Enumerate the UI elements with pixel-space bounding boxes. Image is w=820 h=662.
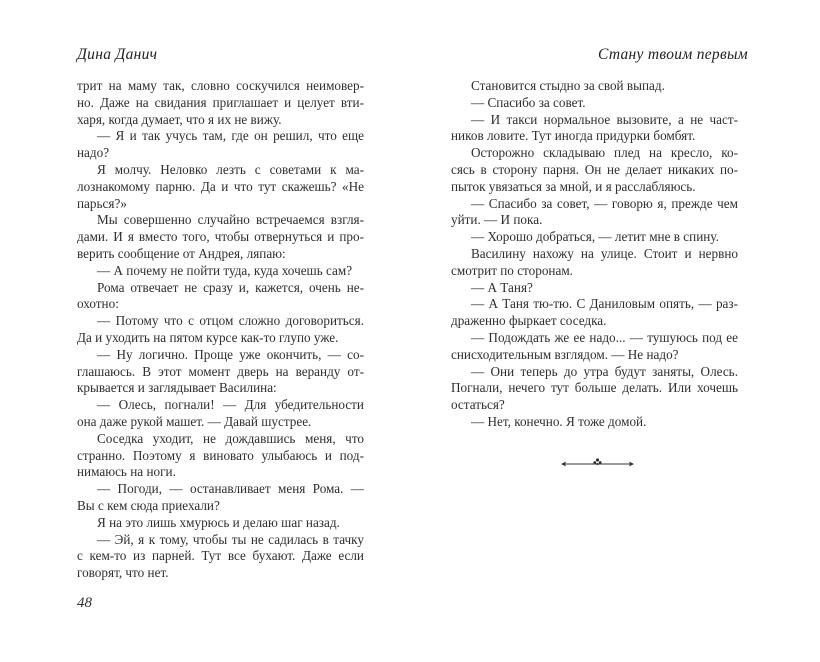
paragraph	[77, 515, 364, 532]
text-line: глашаюсь. В этот момент дверь на веранду от-	[77, 363, 364, 379]
text-line: трит на маму так, словно соскучился неимовер-	[77, 78, 364, 93]
text-line: — Я и так учусь там, где он решил, что еще	[97, 128, 364, 144]
text-line: — Погоди, — останавливает меня Рома. —	[97, 481, 364, 497]
text-line: уйти. — И пока.	[451, 212, 543, 228]
text-line: верить сообщение от Андрея, ляпаю:	[77, 245, 286, 261]
paragraph	[451, 112, 738, 146]
text-line: Я молчу. Неловко лезть с советами к ма-	[97, 161, 364, 177]
paragraph	[77, 397, 364, 431]
body-text	[451, 78, 738, 431]
paragraph	[451, 280, 738, 297]
running-head-author: Дина Данич	[77, 46, 158, 63]
text-line: смотрит по сторонам.	[451, 262, 573, 278]
text-line: — А почему не пойти туда, куда хочешь сам?	[97, 262, 353, 278]
text-line: Я на это лишь хмурюсь и делаю шаг назад.	[97, 514, 340, 530]
text-line: — Ну логично. Проще уже окончить, — со-	[97, 346, 364, 362]
running-head-title: Стану твоим первым	[597, 46, 748, 63]
paragraph	[77, 280, 364, 314]
paragraph	[451, 196, 738, 230]
text-line: Мы совершенно случайно встречаемся взгля-	[97, 212, 364, 228]
paragraph	[451, 330, 738, 364]
right-page	[410, 0, 820, 662]
paragraph	[451, 229, 738, 246]
paragraph	[451, 414, 738, 431]
text-line: — И такси нормальное вызовите, а не част-	[471, 111, 738, 127]
text-line: сясь в сторону парня. Он не делает никаких по-	[451, 161, 738, 177]
text-line: Рома отвечает не сразу и, кажется, очень не-	[97, 279, 364, 295]
section-divider-ornament-icon	[560, 455, 635, 469]
paragraph	[451, 364, 738, 414]
text-line: Становится стыдно за свой выпад.	[471, 78, 665, 93]
text-line: — Потому что с отцом сложно договориться.	[97, 313, 364, 329]
text-line: парься?»	[77, 195, 127, 211]
text-line: ников ловите. Тут иногда придурки бомбят.	[451, 128, 696, 144]
paragraph	[451, 145, 738, 195]
paragraph	[77, 313, 364, 347]
paragraph	[77, 128, 364, 162]
paragraph	[451, 95, 738, 112]
text-line: дами. И я вместо того, чтобы отвернуться и про-	[77, 229, 364, 245]
paragraph	[77, 263, 364, 280]
text-line: снисходительным взглядом. — Не надо?	[451, 346, 679, 362]
paragraph	[451, 246, 738, 280]
text-line: остаться?	[451, 397, 505, 413]
text-line: надо?	[77, 145, 110, 161]
paragraph	[451, 78, 738, 95]
text-line: — А Таня тю-тю. С Даниловым опять, — раз-	[471, 296, 738, 312]
text-line: лознакомому парню. Да и что тут скажешь? «Не	[77, 178, 364, 194]
text-line: Осторожно складываю плед на кресло, ко-	[471, 145, 738, 161]
text-line: с кем-то из парней. Тут все бухают. Даже если	[77, 548, 364, 564]
paragraph	[77, 431, 364, 481]
text-line: странно. Поэтому я виновато улыбаюсь и под-	[77, 447, 364, 463]
paragraph	[77, 347, 364, 397]
text-line: Да и уходить на пятом курсе как-то глупо уже.	[77, 329, 339, 345]
body-text	[77, 78, 364, 582]
paragraph	[451, 296, 738, 330]
text-line: — Олесь, погнали! — Для убедительности	[97, 397, 364, 413]
text-line: — Спасибо за совет.	[471, 94, 586, 110]
text-line: крывается и заглядывает Василина:	[77, 380, 277, 396]
text-line: — Нет, конечно. Я тоже домой.	[471, 413, 647, 429]
text-line: — Подождать же ее надо... — тушуюсь под ее	[471, 329, 738, 345]
text-line: охотно:	[77, 296, 119, 312]
text-line: — Эй, я к тому, чтобы ты не садилась в тачку	[97, 531, 364, 547]
text-line: нимаюсь на ноги.	[77, 464, 176, 480]
text-line: харя, когда думает, что я их не вижу.	[77, 111, 282, 127]
text-line: но. Даже на свидания приглашает и целует вти-	[77, 94, 364, 110]
text-line: — Спасибо за совет, — говорю я, прежде чем	[471, 195, 738, 211]
paragraph	[77, 78, 364, 128]
text-line: пыток увязаться за мной, и я расслабляюсь.	[451, 178, 696, 194]
text-line: — А Таня?	[471, 279, 533, 295]
text-line: говорят, что нет.	[77, 565, 169, 581]
paragraph	[77, 481, 364, 515]
text-line: Соседка уходит, не дождавшись меня, что	[97, 430, 364, 446]
text-line: драженно фыркает соседка.	[451, 313, 607, 329]
text-line: — Хорошо добраться, — летит мне в спину.	[471, 229, 719, 245]
text-line: Погнали, нечего тут больше делать. Или хочешь	[451, 380, 738, 396]
text-line: она даже рукой машет. — Давай шустрее.	[77, 413, 312, 429]
text-line: Вы с кем сюда приехали?	[77, 497, 220, 513]
text-line: — Они теперь до утра будут заняты, Олесь.	[471, 363, 738, 379]
page-number: 48	[77, 595, 92, 611]
paragraph	[77, 532, 364, 582]
text-line: Василину нахожу на улице. Стоит и нервно	[471, 245, 738, 261]
paragraph	[77, 162, 364, 212]
paragraph	[77, 212, 364, 262]
